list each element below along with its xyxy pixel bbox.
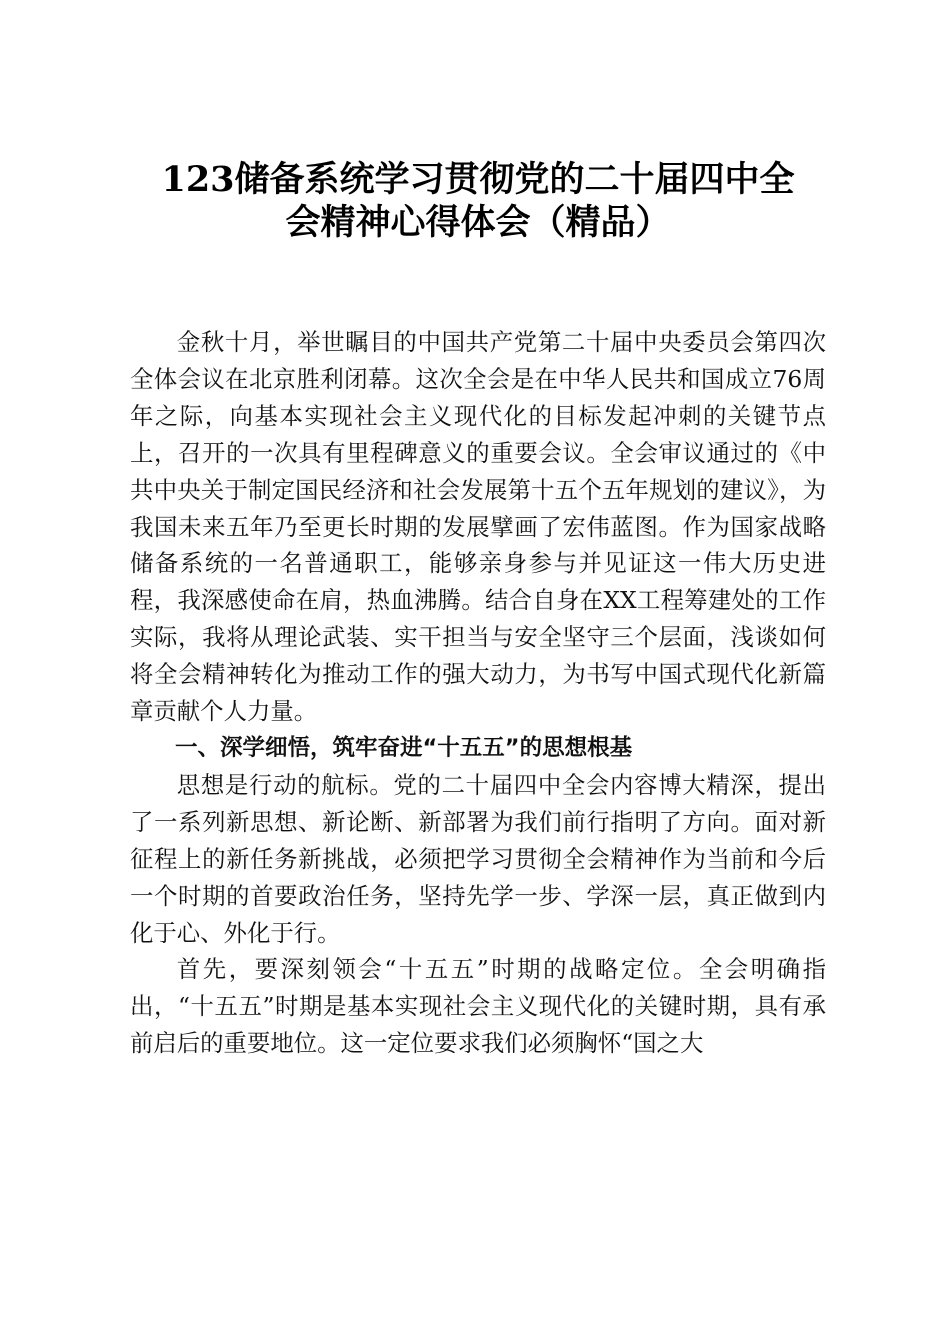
document-body [130, 324, 826, 1062]
section-heading-1: 一、深学细悟，筑牢奋进“十五五”的思想根基 [175, 734, 633, 761]
section1-paragraph-1: 思想是行动的航标。党的二十届四中全会内容博大精深，提出了一系列新思想、新论断、新部署为我们前行指明了方向。面对新征程上的新任务新挑战，必须把学习贯彻全会精神作为当前和今后一个时期的首要政治任务，坚持先学一步、学深一层，真正做到内化于心、外化于行。 [130, 770, 826, 947]
title-line-1: 123储备系统学习贯彻党的二十届四中全 [161, 159, 795, 200]
document-title [130, 158, 826, 244]
intro-paragraph: 金秋十月，举世瞩目的中国共产党第二十届中央委员会第四次全体会议在北京胜利闭幕。这次全会是在中华人民共和国成立76周年之际，向基本实现社会主义现代化的目标发起冲刺的关键节点上，召开的一次具有里程碑意义的重要会议。全会审议通过的《中共中央关于制定国民经济和社会发展第十五个五年规划的建议》，为我国未来五年乃至更长时期的发展擘画了宏伟蓝图。作为国家战略储备系统的一名普通职工，能够亲身参与并见证这一伟大历史进程，我深感使命在肩，热血沸腾。结合自身在XX工程筹建处的工作实际，我将从理论武装、实干担当与安全坚守三个层面，浅谈如何将全会精神转化为推动工作的强大动力，为书写中国式现代化新篇章贡献个人力量。 [130, 328, 826, 726]
title-line-2: 会精神心得体会（精品） [285, 202, 671, 243]
section1-paragraph-2: 首先，要深刻领会“十五五”时期的战略定位。全会明确指出，“十五五”时期是基本实现社会主义现代化的关键时期，具有承前启后的重要地位。这一定位要求我们必须胸怀“国之大 [130, 955, 826, 1058]
